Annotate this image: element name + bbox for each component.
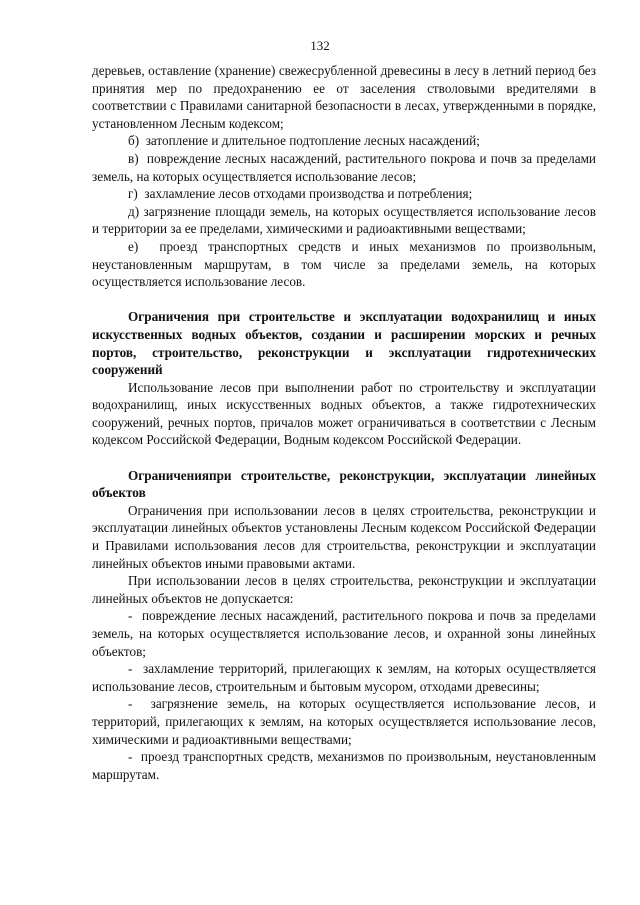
section-gap xyxy=(92,291,596,309)
page-content xyxy=(92,62,596,783)
section-gap xyxy=(92,449,596,467)
section-paragraph: Ограничения при использовании лесов в целях строительства, реконструкции и эксплуатации линейных объектов установлены Лесным кодексом Российской Федерации и Правилами использования лесов для строительства, реконструкции и эксплуатации линейных объектов иными правовыми актами. xyxy=(92,502,596,571)
section-paragraph: Использование лесов при выполнении работ по строительству и эксплуатации водохранилищ, иных искусственных водных объектов, а также гидротехнических сооружений, речных портов, причалов может ограничиваться в соответствии с Лесным кодексом Российской Федерации, Водным кодексом Российской Федерации. xyxy=(92,379,596,448)
list-item: в) повреждение лесных насаждений, растительного покрова и почв за пределами земель, на которых осуществляется использование лесов; xyxy=(92,150,596,184)
list-item: б) затопление и длительное подтопление лесных насаждений; xyxy=(128,133,480,149)
section-paragraph: При использовании лесов в целях строительства, реконструкции и эксплуатации линейных объектов не допускается: xyxy=(92,573,596,606)
list-item: - захламление территорий, прилегающих к землям, на которых осуществляется использование лесов, строительным и бытовым мусором, отходами древесины; xyxy=(92,661,596,694)
continuation-paragraph: деревьев, оставление (хранение) свежесрубленной древесины в лесу в летний период без принятия мер по предохранению ее от заселения стволовыми вредителями в соответствии с Правилами санитарной безопасности в лесах, утвержденными в порядке, установленном Лесным кодексом; xyxy=(92,63,596,131)
list-item: - загрязнение земель, на которых осуществляется использование лесов, и территорий, прилегающих к землям, на которых осуществляется использование лесов, химическими и радиоактивными веществами; xyxy=(92,696,596,747)
page-number: 132 xyxy=(310,38,330,53)
section-heading-reservoirs: Ограничения при строительстве и эксплуатации водохранилищ и иных искусственных водных объектов, создании и расширении морских и речных портов, строительство, реконструкции и эксплуатации гидротехнических сооружений xyxy=(92,309,596,378)
list-item: д) загрязнение площади земель, на которых осуществляется использование лесов и территории за ее пределами, химическими и радиоактивными веществами; xyxy=(92,203,596,237)
list-item: - повреждение лесных насаждений, растительного покрова и почв за пределами земель, на которых осуществляется использование лесов, и охранной зоны линейных объектов; xyxy=(92,608,596,659)
list-item: е) проезд транспортных средств и иных механизмов по произвольным, неустановленным маршрутам, в том числе за пределами земель, на которых осуществляется использование лесов. xyxy=(92,238,596,290)
section-heading-linear-objects: Ограниченияпри строительстве, реконструкции, эксплуатации линейных объектов xyxy=(92,467,596,501)
list-item: г) захламление лесов отходами производства и потребления; xyxy=(128,186,473,202)
list-item: - проезд транспортных средств, механизмов по произвольным, неустановленным маршрутам. xyxy=(92,749,596,782)
